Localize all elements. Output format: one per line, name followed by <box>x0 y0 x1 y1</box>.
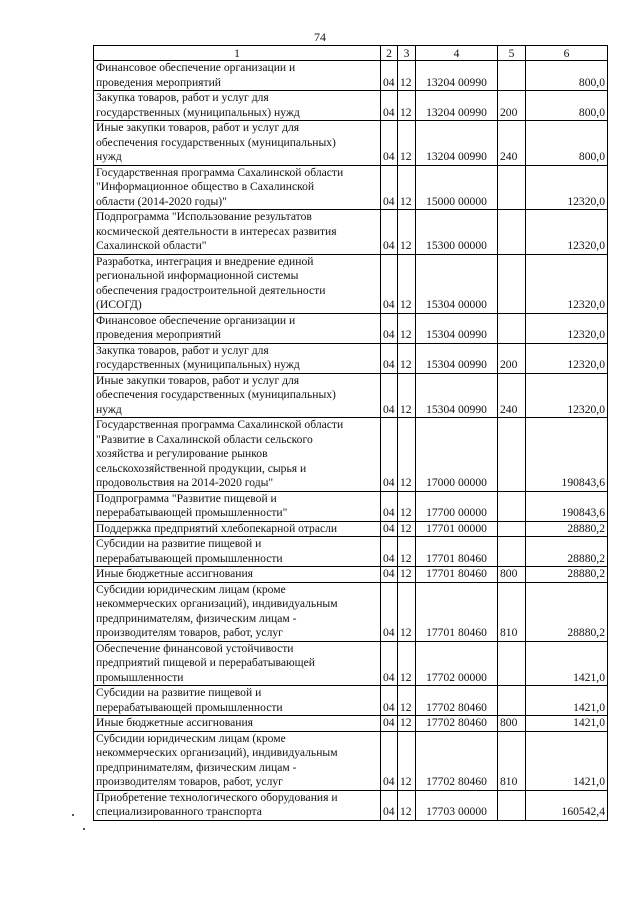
row-name: Субсидии на развитие пищевой и перерабатывающей промышленности <box>94 686 381 716</box>
table-header-row <box>94 46 608 61</box>
table-row <box>94 121 608 166</box>
row-expense-type <box>498 61 526 91</box>
table-row <box>94 537 608 567</box>
row-section: 04 <box>381 91 398 121</box>
row-target-article: 15304 00990 <box>416 373 498 418</box>
column-header-1: 1 <box>94 46 381 61</box>
row-expense-type: 800 <box>498 716 526 732</box>
row-target-article: 17703 00000 <box>416 790 498 820</box>
row-amount: 12320,0 <box>526 165 608 210</box>
row-target-article: 13204 00990 <box>416 61 498 91</box>
row-subsection: 12 <box>398 641 416 686</box>
row-section: 04 <box>381 373 398 418</box>
row-section: 04 <box>381 790 398 820</box>
row-name: Иные бюджетные ассигнования <box>94 567 381 583</box>
row-expense-type <box>498 790 526 820</box>
budget-table <box>93 45 608 821</box>
row-section: 04 <box>381 61 398 91</box>
table-row <box>94 567 608 583</box>
row-amount: 160542,4 <box>526 790 608 820</box>
table-row <box>94 641 608 686</box>
row-section: 04 <box>381 343 398 373</box>
row-amount: 800,0 <box>526 61 608 91</box>
row-target-article: 17701 00000 <box>416 521 498 537</box>
row-expense-type: 810 <box>498 731 526 790</box>
row-amount: 28880,2 <box>526 567 608 583</box>
row-target-article: 17702 80460 <box>416 731 498 790</box>
row-subsection: 12 <box>398 716 416 732</box>
row-target-article: 13204 00990 <box>416 91 498 121</box>
scan-speck <box>83 828 85 830</box>
row-subsection: 12 <box>398 537 416 567</box>
row-amount: 12320,0 <box>526 254 608 313</box>
row-amount: 1421,0 <box>526 641 608 686</box>
row-amount: 800,0 <box>526 91 608 121</box>
row-subsection: 12 <box>398 91 416 121</box>
row-amount: 1421,0 <box>526 686 608 716</box>
row-name: Приобретение технологического оборудования и специализированного транспорта <box>94 790 381 820</box>
row-name: Обеспечение финансовой устойчивости предприятий пищевой и перерабатывающей промышленности <box>94 641 381 686</box>
row-name: Закупка товаров, работ и услуг для государственных (муниципальных) нужд <box>94 91 381 121</box>
row-subsection: 12 <box>398 373 416 418</box>
row-subsection: 12 <box>398 165 416 210</box>
row-section: 04 <box>381 731 398 790</box>
row-target-article: 17701 80460 <box>416 567 498 583</box>
row-expense-type: 240 <box>498 373 526 418</box>
row-section: 04 <box>381 491 398 521</box>
row-amount: 190843,6 <box>526 491 608 521</box>
row-target-article: 17702 00000 <box>416 641 498 686</box>
row-section: 04 <box>381 537 398 567</box>
row-subsection: 12 <box>398 254 416 313</box>
row-target-article: 17702 80460 <box>416 716 498 732</box>
row-section: 04 <box>381 121 398 166</box>
row-expense-type <box>498 165 526 210</box>
row-amount: 12320,0 <box>526 373 608 418</box>
table-row <box>94 373 608 418</box>
table-row <box>94 313 608 343</box>
row-name: Подпрограмма "Использование результатов космической деятельности в интересах развития Сахалинской области" <box>94 210 381 255</box>
row-expense-type: 800 <box>498 567 526 583</box>
row-section: 04 <box>381 686 398 716</box>
row-subsection: 12 <box>398 210 416 255</box>
row-name: Финансовое обеспечение организации и проведения мероприятий <box>94 61 381 91</box>
row-subsection: 12 <box>398 313 416 343</box>
row-expense-type: 240 <box>498 121 526 166</box>
row-amount: 800,0 <box>526 121 608 166</box>
row-amount: 190843,6 <box>526 418 608 492</box>
table-row <box>94 165 608 210</box>
row-expense-type <box>498 210 526 255</box>
page-number: 74 <box>314 30 326 44</box>
table-row <box>94 491 608 521</box>
row-name: Закупка товаров, работ и услуг для государственных (муниципальных) нужд <box>94 343 381 373</box>
row-section: 04 <box>381 641 398 686</box>
table-row <box>94 61 608 91</box>
row-subsection: 12 <box>398 582 416 641</box>
row-target-article: 15304 00000 <box>416 254 498 313</box>
row-amount: 12320,0 <box>526 343 608 373</box>
row-amount: 12320,0 <box>526 210 608 255</box>
row-name: Финансовое обеспечение организации и проведения мероприятий <box>94 313 381 343</box>
row-expense-type <box>498 418 526 492</box>
table-row <box>94 790 608 820</box>
row-subsection: 12 <box>398 790 416 820</box>
table-row <box>94 521 608 537</box>
row-amount: 28880,2 <box>526 521 608 537</box>
row-expense-type: 200 <box>498 91 526 121</box>
row-expense-type <box>498 491 526 521</box>
row-subsection: 12 <box>398 121 416 166</box>
row-target-article: 17702 80460 <box>416 686 498 716</box>
row-target-article: 15300 00000 <box>416 210 498 255</box>
column-header-3: 3 <box>398 46 416 61</box>
row-subsection: 12 <box>398 686 416 716</box>
row-section: 04 <box>381 418 398 492</box>
row-section: 04 <box>381 521 398 537</box>
row-target-article: 13204 00990 <box>416 121 498 166</box>
row-name: Разработка, интеграция и внедрение единой региональной информационной системы обеспечения градостроительной деятельности (ИСОГД) <box>94 254 381 313</box>
row-expense-type <box>498 313 526 343</box>
row-section: 04 <box>381 716 398 732</box>
row-expense-type <box>498 521 526 537</box>
row-subsection: 12 <box>398 61 416 91</box>
column-header-4: 4 <box>416 46 498 61</box>
column-header-5: 5 <box>498 46 526 61</box>
scan-speck <box>72 814 74 816</box>
row-expense-type: 200 <box>498 343 526 373</box>
row-expense-type <box>498 537 526 567</box>
column-header-6: 6 <box>526 46 608 61</box>
row-target-article: 17701 80460 <box>416 582 498 641</box>
row-name: Подпрограмма "Развитие пищевой и перерабатывающей промышленности" <box>94 491 381 521</box>
row-amount: 1421,0 <box>526 731 608 790</box>
row-subsection: 12 <box>398 521 416 537</box>
row-subsection: 12 <box>398 731 416 790</box>
row-target-article: 15000 00000 <box>416 165 498 210</box>
row-name: Поддержка предприятий хлебопекарной отрасли <box>94 521 381 537</box>
row-target-article: 17700 00000 <box>416 491 498 521</box>
row-name: Субсидии юридическим лицам (кроме некоммерческих организаций), индивидуальным предпринимателям, физическим лицам - производителям товаров, работ, услуг <box>94 582 381 641</box>
table-row <box>94 686 608 716</box>
row-subsection: 12 <box>398 491 416 521</box>
table-row <box>94 91 608 121</box>
row-section: 04 <box>381 567 398 583</box>
row-name: Государственная программа Сахалинской области "Информационное общество в Сахалинской области (2014-2020 годы)" <box>94 165 381 210</box>
row-expense-type <box>498 254 526 313</box>
table-row <box>94 210 608 255</box>
column-header-2: 2 <box>381 46 398 61</box>
row-target-article: 17701 80460 <box>416 537 498 567</box>
row-section: 04 <box>381 582 398 641</box>
row-subsection: 12 <box>398 418 416 492</box>
table-row <box>94 716 608 732</box>
table-row <box>94 418 608 492</box>
table-row <box>94 343 608 373</box>
row-target-article: 17000 00000 <box>416 418 498 492</box>
table-row <box>94 582 608 641</box>
row-subsection: 12 <box>398 343 416 373</box>
row-expense-type <box>498 641 526 686</box>
row-name: Иные бюджетные ассигнования <box>94 716 381 732</box>
table-row <box>94 254 608 313</box>
row-expense-type: 810 <box>498 582 526 641</box>
row-amount: 28880,2 <box>526 537 608 567</box>
row-section: 04 <box>381 313 398 343</box>
row-target-article: 15304 00990 <box>416 343 498 373</box>
row-amount: 12320,0 <box>526 313 608 343</box>
row-amount: 28880,2 <box>526 582 608 641</box>
row-name: Государственная программа Сахалинской области "Развитие в Сахалинской области сельского хозяйства и регулирование рынков сельскохозяйственной продукции, сырья и продовольствия на 2014-2020 годы" <box>94 418 381 492</box>
row-name: Субсидии на развитие пищевой и перерабатывающей промышленности <box>94 537 381 567</box>
row-amount: 1421,0 <box>526 716 608 732</box>
row-section: 04 <box>381 254 398 313</box>
table-row <box>94 731 608 790</box>
row-section: 04 <box>381 210 398 255</box>
row-subsection: 12 <box>398 567 416 583</box>
row-target-article: 15304 00990 <box>416 313 498 343</box>
row-name: Иные закупки товаров, работ и услуг для обеспечения государственных (муниципальных) нужд <box>94 373 381 418</box>
row-name: Иные закупки товаров, работ и услуг для обеспечения государственных (муниципальных) нужд <box>94 121 381 166</box>
row-section: 04 <box>381 165 398 210</box>
row-name: Субсидии юридическим лицам (кроме некоммерческих организаций), индивидуальным предпринимателям, физическим лицам - производителям товаров, работ, услуг <box>94 731 381 790</box>
row-expense-type <box>498 686 526 716</box>
